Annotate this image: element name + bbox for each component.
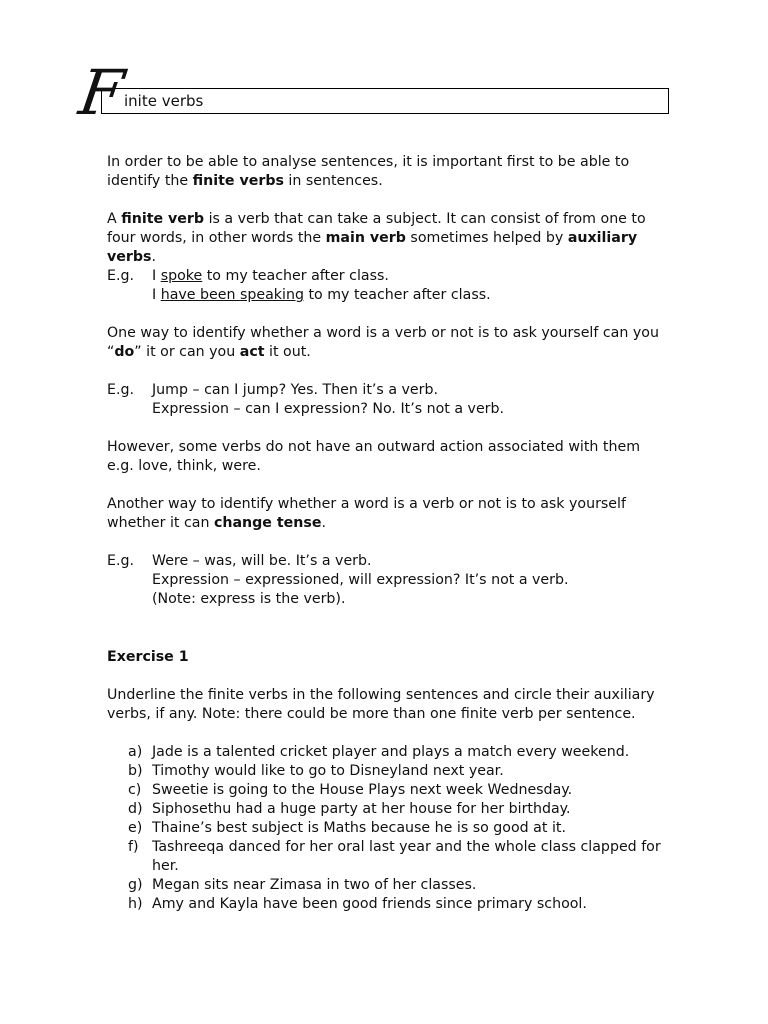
example-line: Expression – expressioned, will expression? It’s not a verb. <box>152 572 569 588</box>
example-line: Jump – can I jump? Yes. Then it’s a verb. <box>152 382 439 398</box>
example-label: E.g. <box>107 382 134 398</box>
however-paragraph: However, some verbs do not have an outward action associated with them e.g. love, think, were. <box>107 439 641 474</box>
list-marker: d) <box>128 801 143 817</box>
list-marker: g) <box>128 877 143 893</box>
list-marker: e) <box>128 820 143 836</box>
list-marker: c) <box>128 782 142 798</box>
title-decorative-initial: F <box>74 56 129 129</box>
list-item <box>128 819 668 838</box>
list-item-text: Tashreeqa danced for her oral last year and the whole class clapped for her. <box>152 839 661 874</box>
page-title: inite verbs <box>124 92 204 110</box>
example-line: Expression – can I expression? No. It’s not a verb. <box>152 401 505 417</box>
example-line: I have been speaking to my teacher after class. <box>152 287 491 303</box>
example-label: E.g. <box>107 553 134 569</box>
list-marker: h) <box>128 896 143 912</box>
example-line: (Note: express is the verb). <box>152 591 346 607</box>
example-3 <box>107 552 667 609</box>
list-item-text: Sweetie is going to the House Plays next week Wednesday. <box>152 782 573 798</box>
list-marker: b) <box>128 763 143 779</box>
example-line: Were – was, will be. It’s a verb. <box>152 553 372 569</box>
list-item <box>128 838 668 876</box>
exercise-instructions: Underline the finite verbs in the following sentences and circle their auxiliary verbs, if any. Note: there could be more than one finite verb per sentence. <box>107 687 655 722</box>
list-item-text: Timothy would like to go to Disneyland next year. <box>152 763 504 779</box>
exercise-title: Exercise 1 <box>107 649 189 665</box>
list-item <box>128 800 668 819</box>
example-2 <box>107 381 667 419</box>
list-item <box>128 895 668 914</box>
intro-paragraph: In order to be able to analyse sentences, it is important first to be able to identify the finite verbs in sentences. <box>107 154 630 189</box>
list-item-text: Jade is a talented cricket player and plays a match every weekend. <box>152 744 630 760</box>
list-marker: f) <box>128 839 139 855</box>
list-item <box>128 743 668 762</box>
list-marker: a) <box>128 744 143 760</box>
list-item-text: Siphosethu had a huge party at her house for her birthday. <box>152 801 571 817</box>
way-one-paragraph: One way to identify whether a word is a verb or not is to ask yourself can you “do” it or can you act it out. <box>107 325 659 360</box>
list-item <box>128 781 668 800</box>
way-two-paragraph: Another way to identify whether a word is a verb or not is to ask yourself whether it can change tense. <box>107 496 626 531</box>
list-item <box>128 762 668 781</box>
exercise-list <box>128 743 668 914</box>
example-label: E.g. <box>107 268 134 284</box>
list-item-text: Megan sits near Zimasa in two of her classes. <box>152 877 477 893</box>
example-1 <box>107 267 667 305</box>
definition-paragraph: A finite verb is a verb that can take a subject. It can consist of from one to four words, in other words the main verb sometimes helped by auxiliary verbs. <box>107 211 646 265</box>
list-item-text: Thaine’s best subject is Maths because he is so good at it. <box>152 820 566 836</box>
example-line: I spoke to my teacher after class. <box>152 268 389 284</box>
list-item <box>128 876 668 895</box>
list-item-text: Amy and Kayla have been good friends since primary school. <box>152 896 587 912</box>
